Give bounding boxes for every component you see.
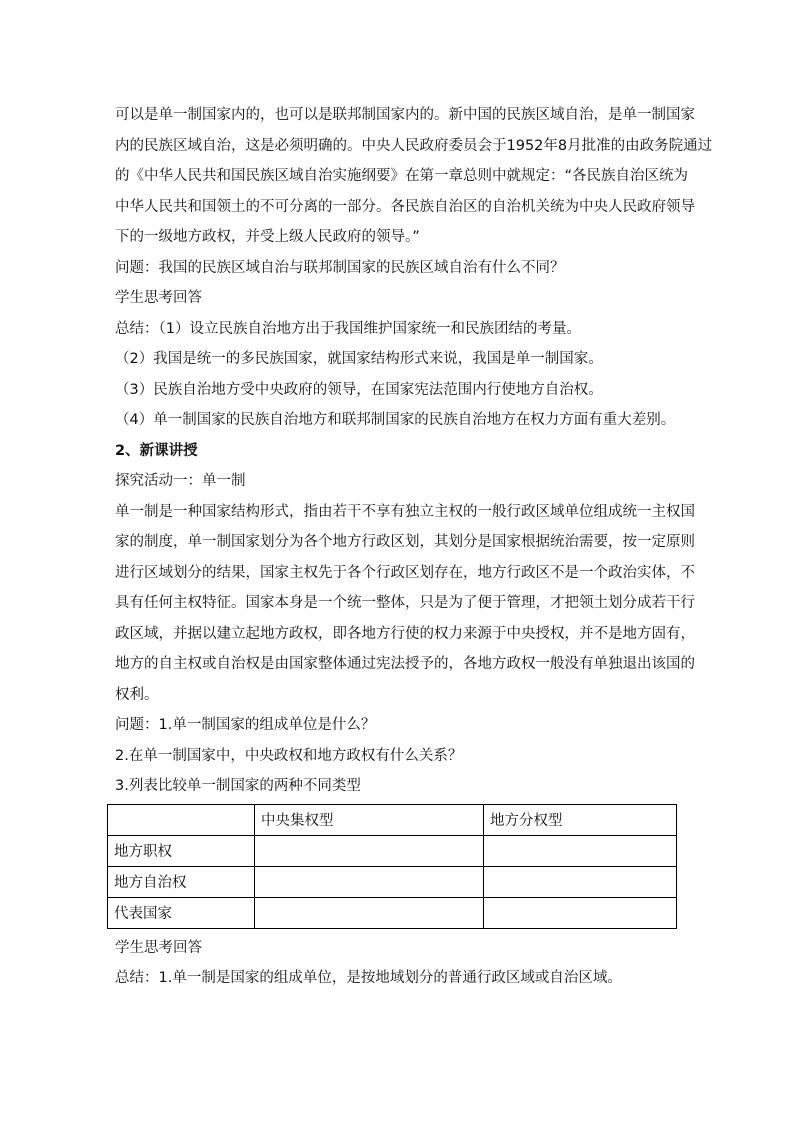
- paragraph-line: 进行区域划分的结果，国家主权先于各个行政区划存在，地方行政区不是一个政治实体，不: [115, 564, 695, 581]
- table-row: [108, 866, 677, 897]
- table-cell: [484, 835, 677, 866]
- student-answer-line: 学生思考回答: [115, 290, 202, 306]
- table-cell: [255, 897, 484, 928]
- paragraph-line: 政区域，并据以建立起地方政权，即各地方行使的权力来源于中央授权，并不是地方固有，: [115, 625, 695, 642]
- paragraph-line: 家的制度，单一制国家划分为各个地方行政区划，其划分是国家根据统治需要，按一定原则: [115, 534, 695, 550]
- paragraph-line: 地方的自主权或自治权是由国家整体通过宪法授予的，各地方政权一般没有单独退出该国的: [115, 656, 695, 672]
- table-cell: [484, 866, 677, 897]
- table-row: [108, 835, 677, 866]
- table-header-cell: 中央集权型: [255, 804, 484, 835]
- table-header-cell: 地方分权型: [484, 804, 677, 835]
- table-row-label: 地方自治权: [108, 866, 255, 897]
- paragraph-line: 单一制是一种国家结构形式，指由若干不享有独立主权的一般行政区域单位组成统一主权国: [115, 503, 695, 520]
- document-body: [114, 100, 713, 994]
- table-row-label: 代表国家: [108, 897, 255, 928]
- paragraph-line: 具有任何主权特征。国家本身是一个统一整体，只是为了便于管理，才把领土划分成若干行: [115, 595, 695, 611]
- table-header-cell: [108, 804, 255, 835]
- summary-line: （2）我国是统一的多民族国家，就国家结构形式来说，我国是单一制国家。: [115, 351, 603, 367]
- after-table-section: [115, 933, 680, 994]
- paragraph-line: 可以是单一制国家内的，也可以是联邦制国家内的。新中国的民族区域自治，是单一制国家: [115, 107, 695, 123]
- summary-line: （3）民族自治地方受中央政府的领导，在国家宪法范围内行使地方自治权。: [115, 381, 603, 398]
- section-heading: 2、新课讲授: [115, 442, 198, 459]
- table-cell: [484, 897, 677, 928]
- question-line: 问题：我国的民族区域自治与联邦制国家的民族区域自治有什么不同？: [115, 259, 565, 276]
- table-header-row: [108, 804, 677, 835]
- paragraph-line: 的《中华人民共和国民族区域自治实施纲要》在第一章总则中就规定：“各民族自治区统为: [115, 168, 689, 184]
- paragraph-line: 内的民族区域自治，这是必须明确的。中央人民政府委员会于1952年8月批准的由政务院通过: [115, 137, 713, 154]
- summary-line: （4）单一制国家的民族自治地方和联邦制国家的民族自治地方在权力方面有重大差别。: [115, 412, 676, 428]
- summary-line: 总结：（1）设立民族自治地方出于我国维护国家统一和民族团结的考量。: [115, 320, 581, 337]
- table-cell: [255, 866, 484, 897]
- question-line: 2.在单一制国家中，中央政权和地方政权有什么关系？: [115, 747, 463, 764]
- summary-line: 总结：1.单一制是国家的组成单位，是按地域划分的普通行政区域或自治区域。: [115, 970, 622, 986]
- paragraph-line: 中华人民共和国领土的不可分离的一部分。各民族自治区的自治机关统为中央人民政府领导: [115, 198, 695, 215]
- question-line: 3.列表比较单一制国家的两种不同类型: [115, 778, 361, 794]
- student-answer-line: 学生思考回答: [115, 939, 202, 956]
- table-cell: [255, 835, 484, 866]
- paragraph-line: 下的一级地方政权，并受上级人民政府的领导。”: [115, 229, 420, 245]
- table-row: [108, 897, 677, 928]
- question-line: 问题：1.单一制国家的组成单位是什么？: [115, 717, 376, 733]
- table-row-label: 地方职权: [108, 835, 255, 866]
- comparison-table: [107, 804, 677, 929]
- activity-title: 探究活动一：单一制: [115, 473, 246, 489]
- paragraph-line: 权利。: [115, 686, 159, 703]
